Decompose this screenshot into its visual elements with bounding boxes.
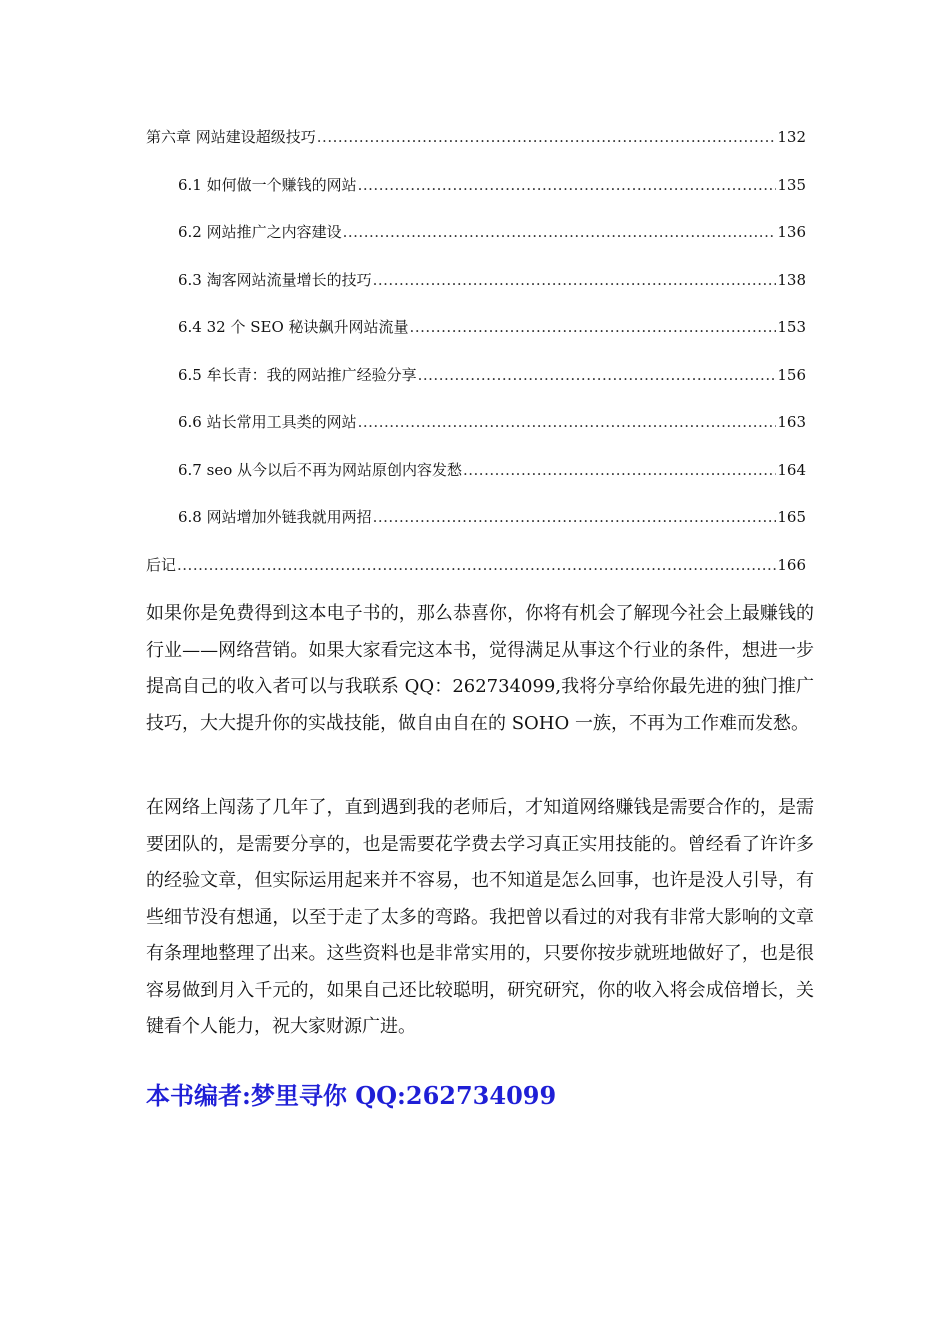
toc-entry[interactable]: [146, 362, 806, 410]
toc-dot-leader: [418, 362, 777, 388]
toc-dot-leader: [373, 267, 777, 293]
toc-entry-page: 132: [777, 128, 806, 146]
toc-entry-title: 第六章 网站建设超级技巧: [146, 128, 316, 146]
toc-entry-title: 6.3 淘客网站流量增长的技巧: [178, 270, 372, 289]
toc-entry-title: 6.6 站长常用工具类的网站: [178, 413, 357, 431]
toc-entry-title: 后记: [146, 555, 177, 574]
toc-dot-leader: [373, 504, 777, 530]
toc-dot-leader: [177, 552, 776, 578]
toc-entry[interactable]: [146, 457, 806, 505]
toc-entry[interactable]: [146, 552, 806, 600]
toc-entry-title: 6.1 如何做一个赚钱的网站: [178, 175, 357, 194]
toc-dot-leader: [410, 314, 777, 340]
toc-entry[interactable]: [146, 409, 806, 457]
editor-signature: 本书编者:梦里寻你 QQ:262734099: [146, 1081, 557, 1110]
toc-entry[interactable]: [146, 504, 806, 552]
toc-entry[interactable]: [146, 219, 806, 267]
toc-entry-page: 165: [777, 508, 806, 526]
toc-entry-page: 163: [777, 413, 806, 431]
toc-entry[interactable]: [146, 267, 806, 315]
toc-entry-page: 136: [777, 223, 806, 241]
toc-dot-leader: [358, 172, 777, 198]
intro-paragraph: 如果你是免费得到这本电子书的，那么恭喜你，你将有机会了解现今社会上最赚钱的行业——网络营销。如果大家看完这本书，觉得满足从事这个行业的条件，想进一步提高自己的收入者可以与我联系 QQ：262734099,我将分享给你最先进的独门推广技巧，大大提升你的实战技能，做自由自在的 SOHO 一族，不再为工作难而发愁。: [146, 603, 814, 734]
toc-entry-title: 6.4 32 个 SEO 秘诀飙升网站流量: [178, 318, 409, 336]
body-paragraph: 在网络上闯荡了几年了，直到遇到我的老师后，才知道网络赚钱是需要合作的，是需要团队的，是需要分享的，也是需要花学费去学习真正实用技能的。曾经看了许许多的经验文章，但实际运用起来并不容易，也不知道是怎么回事，也许是没人引导，有些细节没有想通，以至于走了太多的弯路。我把曾以看过的对我有非常大影响的文章有条理地整理了出来。这些资料也是非常实用的，只要你按步就班地做好了，也是很容易做到月入千元的，如果自己还比较聪明，研究研究，你的收入将会成倍增长，关键看个人能力，祝大家财源广进。: [146, 797, 814, 1037]
table-of-contents: [146, 124, 806, 599]
toc-entry-page: 138: [777, 270, 806, 289]
toc-entry-page: 156: [777, 365, 806, 384]
toc-dot-leader: [343, 219, 777, 245]
toc-dot-leader: [463, 457, 776, 483]
toc-entry-page: 164: [777, 460, 806, 479]
toc-entry[interactable]: [146, 314, 806, 362]
toc-entry-title: 6.8 网站增加外链我就用两招: [178, 508, 372, 526]
toc-entry-page: 153: [777, 318, 806, 336]
toc-entry-title: 6.2 网站推广之内容建设: [178, 223, 342, 241]
toc-dot-leader: [358, 409, 777, 435]
toc-entry-page: 166: [777, 555, 806, 574]
toc-entry-title: 6.5 牟长青：我的网站推广经验分享: [178, 365, 417, 384]
toc-entry-title: 6.7 seo 从今以后不再为网站原创内容发愁: [178, 460, 462, 479]
toc-dot-leader: [317, 124, 777, 150]
toc-entry-page: 135: [777, 175, 806, 194]
toc-entry[interactable]: [146, 124, 806, 172]
toc-entry[interactable]: [146, 172, 806, 220]
